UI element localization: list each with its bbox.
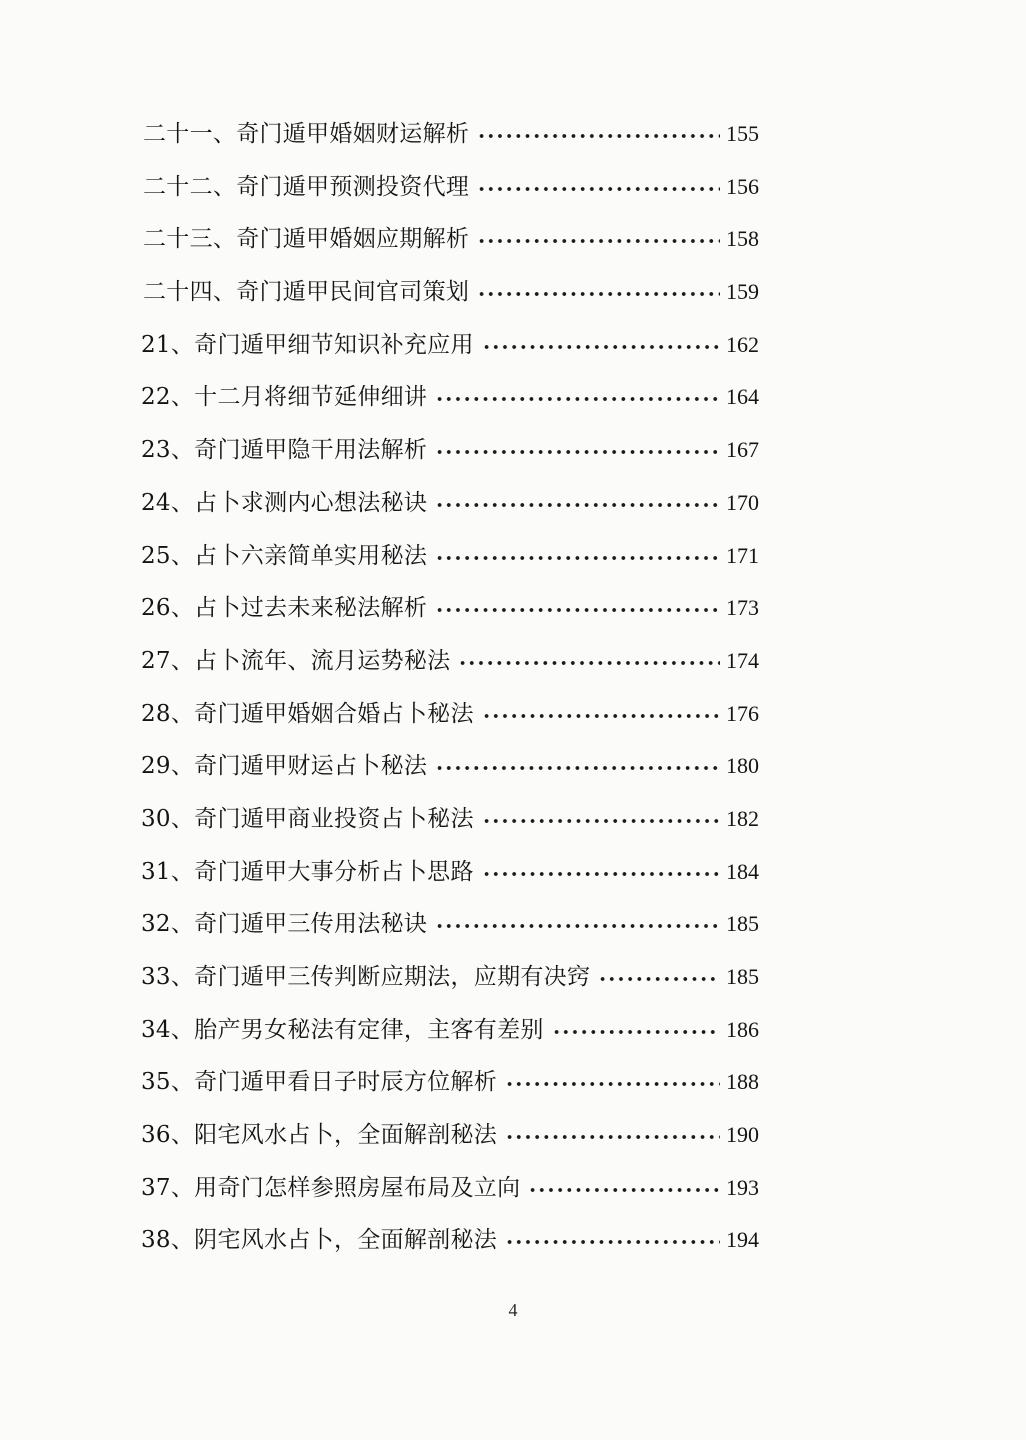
entry-title: 36、阳宅风水占卜，全面解剖秘法 — [141, 1122, 498, 1149]
toc-entry — [0, 740, 1026, 793]
entry-page-number: 185 — [726, 911, 759, 937]
dot-leader — [477, 238, 720, 244]
dot-leader — [482, 818, 720, 824]
toc-entry — [0, 477, 1026, 530]
dot-leader — [458, 660, 720, 666]
entry-page-number: 190 — [726, 1122, 759, 1148]
entry-page-number: 159 — [726, 279, 759, 305]
toc-entry — [0, 582, 1026, 635]
entry-title: 26、占卜过去未来秘法解析 — [141, 595, 428, 622]
entry-page-number: 167 — [726, 437, 759, 463]
entry-page-number: 194 — [726, 1227, 759, 1253]
page-number: 4 — [508, 1300, 518, 1320]
entry-title: 34、胎产男女秘法有定律，主客有差别 — [141, 1016, 544, 1043]
entry-page-number: 158 — [726, 226, 759, 252]
entry-page-number: 173 — [726, 595, 759, 621]
toc-entry — [0, 1109, 1026, 1162]
toc-entry — [0, 1162, 1026, 1215]
entry-title: 二十三、奇门遁甲婚姻应期解析 — [143, 226, 470, 253]
dot-leader — [482, 344, 720, 350]
toc-entry — [0, 424, 1026, 477]
entry-title: 27、占卜流年、流月运势秘法 — [141, 647, 451, 674]
dot-leader — [435, 607, 720, 613]
toc-entry — [0, 319, 1026, 372]
dot-leader — [435, 396, 720, 402]
entry-page-number: 188 — [726, 1069, 759, 1095]
dot-leader — [435, 449, 720, 455]
toc-entry — [0, 161, 1026, 214]
toc-entry — [0, 371, 1026, 424]
dot-leader — [505, 1081, 720, 1087]
entry-page-number: 193 — [726, 1174, 759, 1200]
toc-entry — [0, 635, 1026, 688]
entry-title: 30、奇门遁甲商业投资占卜秘法 — [141, 805, 474, 832]
entry-page-number: 186 — [726, 1016, 759, 1042]
dot-leader — [505, 1134, 720, 1140]
entry-title: 二十二、奇门遁甲预测投资代理 — [143, 173, 470, 200]
entry-title: 二十一、奇门遁甲婚姻财运解析 — [143, 121, 470, 147]
toc-entry — [0, 846, 1026, 899]
dot-leader — [435, 502, 720, 508]
entry-page-number: 184 — [726, 858, 759, 884]
entry-title: 33、奇门遁甲三传判断应期法，应期有决窍 — [141, 964, 591, 990]
dot-leader — [482, 871, 720, 877]
dot-leader — [505, 1239, 720, 1245]
entry-title: 28、奇门遁甲婚姻合婚占卜秘法 — [141, 700, 474, 727]
toc-entry — [0, 793, 1026, 846]
entry-page-number: 180 — [726, 753, 759, 779]
toc-entry — [0, 266, 1026, 319]
toc-entry — [0, 898, 1026, 951]
entry-title: 35、奇门遁甲看日子时辰方位解析 — [141, 1069, 498, 1096]
entry-title: 31、奇门遁甲大事分析占卜思路 — [141, 858, 474, 885]
entry-page-number: 170 — [726, 489, 759, 515]
entry-page-number: 162 — [726, 331, 759, 357]
dot-leader — [435, 923, 720, 929]
toc-entry — [0, 108, 1026, 161]
dot-leader — [477, 133, 720, 139]
toc-entry — [0, 1214, 1026, 1267]
entry-title: 29、奇门遁甲财运占卜秘法 — [141, 753, 428, 780]
dot-leader — [477, 291, 720, 297]
toc-entry — [0, 1056, 1026, 1109]
toc-entry — [0, 1004, 1026, 1057]
dot-leader — [528, 1187, 720, 1193]
entry-title: 23、奇门遁甲隐干用法解析 — [141, 437, 428, 464]
dot-leader — [482, 713, 720, 719]
dot-leader — [435, 765, 720, 771]
dot-leader — [598, 976, 720, 982]
entry-title: 32、奇门遁甲三传用法秘诀 — [141, 911, 428, 938]
toc-entry — [0, 213, 1026, 266]
entry-page-number: 176 — [726, 700, 759, 726]
entry-page-number: 156 — [726, 173, 759, 199]
entry-title: 37、用奇门怎样参照房屋布局及立向 — [141, 1174, 521, 1201]
dot-leader — [552, 1029, 720, 1035]
toc-entry — [0, 688, 1026, 741]
entry-page-number: 155 — [726, 121, 759, 146]
entry-title: 24、占卜求测内心想法秘诀 — [141, 489, 428, 516]
entry-title: 21、奇门遁甲细节知识补充应用 — [141, 331, 474, 358]
entry-title: 25、占卜六亲简单实用秘法 — [141, 542, 428, 569]
dot-leader — [477, 186, 720, 192]
entry-title: 38、阴宅风水占卜，全面解剖秘法 — [141, 1227, 498, 1254]
dot-leader — [435, 555, 720, 561]
entry-page-number: 185 — [726, 964, 759, 989]
entry-page-number: 174 — [726, 647, 759, 673]
toc-entry — [0, 951, 1026, 1004]
entry-page-number: 182 — [726, 805, 759, 831]
entry-page-number: 164 — [726, 384, 759, 410]
toc-entry — [0, 530, 1026, 583]
entry-title: 二十四、奇门遁甲民间官司策划 — [143, 279, 470, 306]
table-of-contents — [0, 108, 1026, 1267]
entry-title: 22、十二月将细节延伸细讲 — [141, 384, 428, 411]
entry-page-number: 171 — [726, 542, 759, 568]
